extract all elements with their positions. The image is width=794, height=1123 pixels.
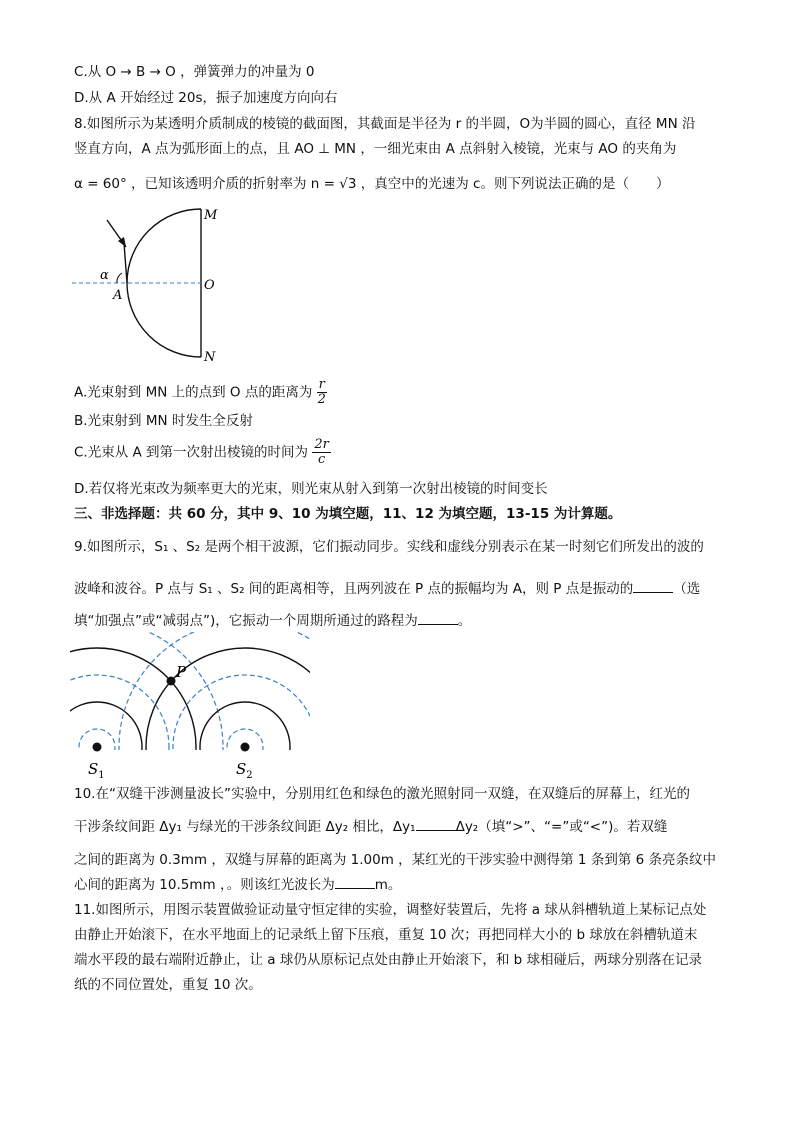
- label-p: P: [176, 663, 187, 681]
- q8-stem-line2: 竖直方向，A 点为弧形面上的点，且 AO ⊥ MN ，一细光束由 A 点斜射入棱镜，光束与 AO 的夹角为: [74, 141, 677, 157]
- q8-prism-diagram: [70, 205, 230, 365]
- source-s2-dot: [241, 743, 250, 752]
- s1-subscript: 1: [98, 770, 105, 781]
- q9-line2-tail: （选: [673, 581, 701, 597]
- q8-stem-line3: α = 60° ，已知该透明介质的折射率为 n = √3 ，真空中的光速为 c。则下列说法正确的是（ ）: [74, 176, 670, 192]
- q9-line2: [74, 580, 700, 598]
- option-a-fraction: [317, 378, 327, 407]
- s2-letter: S: [236, 760, 247, 778]
- q8-option-d: D.若仅将光束改为频率更大的光束，则光束从射入到第一次射出棱镜的时间变长: [74, 481, 548, 497]
- label-n: N: [204, 350, 216, 365]
- fraction-numerator: r: [318, 377, 325, 392]
- s1-crest-r1: [70, 702, 142, 782]
- s1-letter: S: [88, 760, 99, 778]
- q10-line1: 10.在“双缝干涉测量波长”实验中，分别用红色和绿色的激光照射同一双缝，在双缝后的屏幕上，红光的: [74, 786, 690, 802]
- incident-ray-tail: [124, 243, 127, 283]
- answer-blank[interactable]: [335, 876, 375, 889]
- q9-line2-text: 波峰和波谷。P 点与 S₁ 、S₂ 间的距离相等，且两列波在 P 点的振幅均为 A，则 P 点是振动的: [74, 581, 634, 597]
- answer-blank[interactable]: [418, 612, 458, 625]
- alpha-angle-arc: [117, 273, 122, 283]
- q10-line2: [74, 818, 667, 836]
- q9-interference-diagram: [70, 632, 310, 782]
- q8-option-b: B.光束射到 MN 时发生全反射: [74, 413, 253, 429]
- label-a: A: [113, 288, 123, 303]
- label-o: O: [204, 278, 215, 293]
- q8-stem-line1: 8.如图所示为某透明介质制成的棱镜的截面图，其截面是半径为 r 的半圆，O为半圆的圆心，直径 MN 沿: [74, 116, 696, 132]
- option-c-prefix: C.光束从 A 到第一次射出棱镜的时间为: [74, 444, 309, 461]
- label-m: M: [204, 208, 218, 223]
- q11-line4: 纸的不同位置处，重复 10 次。: [74, 977, 262, 993]
- s2-subscript: 2: [246, 770, 253, 781]
- q9-line3-tail: 。: [457, 613, 472, 629]
- s1-trough-r2: [70, 675, 169, 782]
- label-s1: [88, 760, 105, 781]
- q10-line4-tail: m。: [374, 877, 402, 893]
- q8-option-c: [74, 438, 331, 467]
- q8-option-a: [74, 378, 327, 407]
- q11-line2: 由静止开始滚下，在水平地面上的记录纸上留下压痕，重复 10 次；再把同样大小的 b 球放在斜槽轨道末: [74, 927, 698, 943]
- q9-line1: 9.如图所示，S₁ 、S₂ 是两个相干波源，它们振动同步。实线和虚线分别表示在某一时刻它们所发出的波的: [74, 539, 704, 555]
- q11-line3: 端水平段的最右端附近静止，让 a 球仍从原标记点处由静止开始滚下，和 b 球相碰后，两球分别落在记录: [74, 952, 703, 968]
- label-s2: [236, 760, 253, 781]
- answer-blank[interactable]: [416, 818, 456, 831]
- option-d-text: D.从 A 开始经过 20s，振子加速度方向向右: [74, 90, 338, 106]
- q10-line2-text: 干涉条纹间距 Δy₁ 与绿光的干涉条纹间距 Δy₂ 相比，Δy₁: [74, 819, 416, 835]
- option-a-text: A.光束射到 MN 上的点到 O 点的距离为: [74, 384, 313, 401]
- fraction-denominator: c: [317, 452, 326, 467]
- section-3-heading: 三、非选择题：共 60 分，其中 9、10 为填空题，11、12 为填空题，13-15 为计算题。: [74, 506, 622, 522]
- q10-line4-text: 心间的距离为 10.5mm ，。则该红光波长为: [74, 877, 335, 893]
- option-c-text: C.从 O → B → O ，弹簧弹力的冲量为 0: [74, 64, 315, 80]
- source-s1-dot: [93, 743, 102, 752]
- fraction-numerator: 2r: [314, 437, 329, 452]
- q10-line3: 之间的距离为 0.3mm ，双缝与屏幕的距离为 1.00m ，某红光的干涉实验中测得第 1 条到第 6 条亮条纹中: [74, 852, 716, 868]
- s2-crest-r2: [146, 648, 310, 782]
- answer-blank[interactable]: [633, 580, 673, 593]
- label-alpha: α: [100, 268, 109, 283]
- option-c-fraction: [312, 438, 331, 467]
- q11-line1: 11.如图所示，用图示装置做验证动量守恒定律的实验，调整好装置后，先将 a 球从斜槽轨道上某标记点处: [74, 902, 707, 918]
- q10-line2-tail: Δy₂（填“>”、“=”或“<”)。若双缝: [455, 819, 668, 835]
- q9-line3-text: 填“加强点”或“减弱点”)，它振动一个周期所通过的路程为: [74, 613, 418, 629]
- fraction-denominator: 2: [317, 392, 326, 407]
- point-p-dot: [167, 677, 176, 686]
- q10-line4: [74, 876, 401, 894]
- q9-line3: [74, 612, 471, 630]
